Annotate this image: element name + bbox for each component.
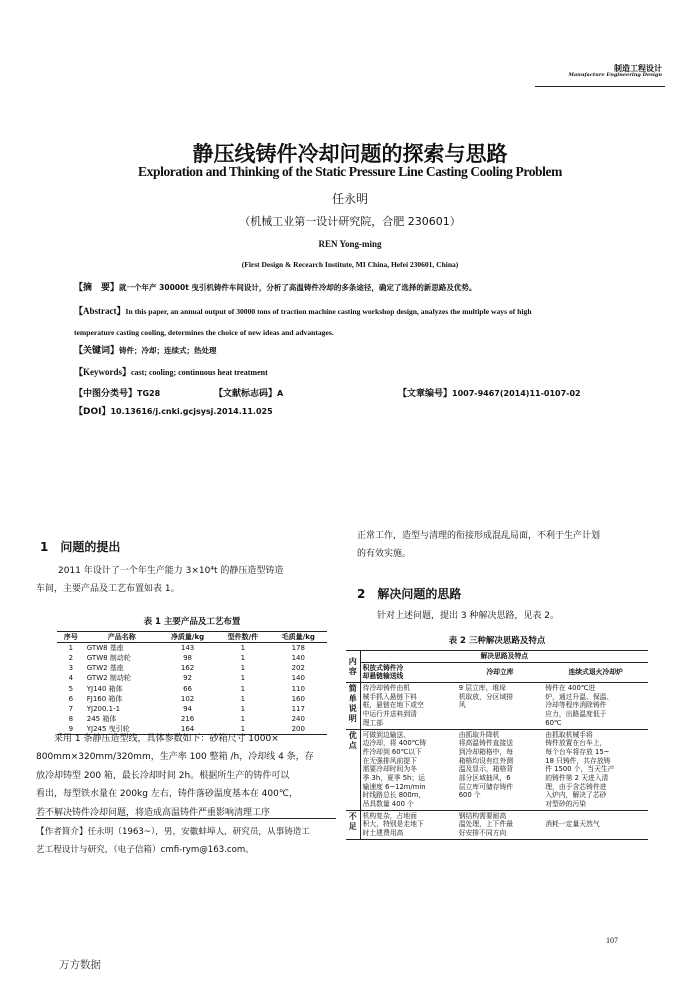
rp1-line-1: 正常工作，造型与清理的衔接形成混乱局面，不利于生产计划: [357, 531, 601, 541]
table-cell: 162: [180, 664, 195, 673]
article-number-line: [398, 389, 581, 401]
journal-name-en: Manufacture Engineering Design: [568, 72, 662, 79]
table-row: [57, 714, 327, 724]
table-row: [57, 673, 327, 683]
table-cell: GTW2 基座: [86, 664, 124, 673]
table-cell: 由抓取机械手将 铸件放置在台车上， 每个台车将存放 15~ 18 只铸件，共存放铸 件 1500 个，当天生产 的铸件第 2 天进入清 理，由于含芯铸件进 入炉内，解决了芯砂 对型砂的污染: [545, 730, 615, 808]
table-cell: YJ245 曳引轮: [86, 725, 130, 734]
table-1-body: [57, 643, 327, 735]
table-cell: 98: [183, 654, 193, 663]
keywords-cn-label: 【关键词】: [74, 346, 120, 356]
table-cell: 2: [68, 654, 74, 663]
table-2-body: [346, 683, 648, 840]
table-cell: 9: [68, 725, 74, 734]
affiliation-chinese: （机械工业第一设计研究院，合肥 230601）: [239, 215, 461, 228]
table-1-col-header: 毛质量/kg: [270, 632, 327, 643]
table-cell: 216: [180, 715, 195, 724]
table-cell: 4: [68, 674, 74, 683]
clc-label: 【中图分类号】: [74, 389, 138, 399]
title-english: Exploration and Thinking of the Static Pressure Line Casting Cooling Problem: [138, 164, 562, 179]
table-cell: YJ200.1-1: [86, 705, 121, 714]
table-cell: GTW2 制动轮: [86, 674, 131, 683]
table-cell: 1: [240, 705, 246, 714]
table-cell: YJ140 箱体: [86, 684, 123, 693]
table-cell: 6: [68, 694, 74, 703]
table-cell: 1: [240, 694, 246, 703]
s1p1-line-2: 车间，主要产品及工艺布置如表 1。: [36, 584, 180, 595]
table-cell: 143: [180, 644, 195, 652]
table-cell: FJ160 箱体: [86, 694, 123, 703]
table-row: [57, 653, 327, 663]
table-2: [346, 650, 648, 840]
table-2-row-label: 优 点: [346, 729, 360, 810]
table-cell: 202: [291, 664, 305, 673]
table-cell: 160: [291, 694, 305, 703]
table-cell: 1: [240, 674, 246, 683]
table-cell: 机构复杂，占地面 积大，特别是走地下 时土建费用高: [362, 811, 424, 838]
table-2-col-header: 积放式铸件冷 却悬链输送线: [362, 663, 404, 681]
section-1-paragraph-2: [36, 730, 336, 822]
table-1-col-header: 产品名称: [85, 632, 159, 643]
table-cell: 铸件在 400℃进 炉，通过升温、保温、 冷却等程序消除铸件 应力，出路温度低于 60℃: [545, 684, 614, 727]
table-1-col-header: 型件数/件: [216, 632, 269, 643]
table-1: [57, 631, 327, 735]
table-cell: 7: [68, 705, 74, 714]
table-1-caption: 表 1 主要产品及工艺布置: [143, 617, 241, 627]
keywords-cn-text: 铸件；冷却；连续式；热处理: [119, 346, 217, 355]
s1p2-line-4: 看出，每型铁水量在 200kg 左右，铸件落砂温度基本在 400℃，: [36, 789, 298, 800]
abstract-en-text-2: temperature casting cooling, determines the choice of new ideas and advantages.: [74, 327, 334, 337]
table-cell: 92: [183, 674, 193, 683]
keywords-english: [74, 367, 268, 379]
table-row: [57, 684, 327, 694]
section-1-paragraph-1: [36, 562, 336, 599]
header-rule: [535, 86, 665, 87]
table-2-col-header: 连续式退火冷却炉: [568, 668, 623, 677]
footnote-rule: [36, 818, 336, 819]
table-cell: 94: [183, 705, 193, 714]
table-cell: 9 层立库，堆垛 机取放，分区域排 风: [458, 684, 514, 710]
table-cell: 200: [291, 725, 305, 734]
article-value: 1007-9467(2014)11-0107-02: [452, 389, 581, 398]
section-2-paragraph-1: 针对上述问题，提出 3 种解决思路，见表 2。: [377, 611, 560, 621]
table-2-corner: 内 容: [346, 651, 360, 683]
affiliation-english: (First Design & Recearch Institute, MI China, Hefei 230601, China): [241, 260, 459, 269]
table-cell: 1: [240, 715, 246, 724]
s1p2-line-5: 若不解决铸件冷却问题，将造成高温铸件严重影响清理工序: [36, 807, 271, 818]
abstract-cn-label: 【摘 要】: [74, 283, 120, 293]
table-cell: 1: [240, 664, 246, 673]
rp1-line-2: 的有效实施。: [357, 549, 412, 560]
table-cell: GTW8 基座: [86, 644, 124, 652]
table-cell: 117: [291, 705, 305, 714]
table-cell: 钢结构需要耐高 温处理，上下件最 好安排不同方向: [458, 811, 514, 838]
table-1-header-row: [57, 632, 327, 643]
table-row: [346, 683, 648, 729]
title-chinese: 静压线铸件冷却问题的探索与思路: [192, 142, 508, 166]
table-cell: 5: [68, 684, 74, 693]
table-row: [57, 694, 327, 704]
s1p2-line-3: 放冷却铸型 200 箱，最长冷却时间 2h。根据所生产的铸件可以: [36, 770, 290, 781]
table-cell: 可做到边输送、 边冷却，将 400℃铸 件冷却到 60℃以下 在无强排风前提下 需要冷却时间为冬 季 3h，夏季 5h；运 输速度 6~12m/min 时线路总长 800m， 吊具数量 400 个: [362, 730, 427, 808]
author-bio: [36, 823, 336, 859]
table-2-row-label: 简 单 说 明: [346, 683, 360, 729]
table-cell: 140: [291, 674, 305, 683]
abstract-chinese: [74, 283, 664, 295]
abstract-english: [74, 300, 664, 342]
keywords-en-label: 【Keywords】: [74, 367, 131, 377]
table-cell: 1: [68, 644, 74, 652]
table-cell: 164: [180, 725, 195, 734]
table-cell: 消耗一定量天然气: [545, 820, 600, 829]
article-label: 【文章编号】: [398, 389, 453, 399]
table-row: [346, 810, 648, 839]
table-2-row-label: 不 足: [346, 810, 360, 839]
bio-line-1: 【作者简介】任永明（1963~），男，安徽蚌埠人，研究员，从事铸造工: [36, 827, 310, 837]
doi-label: 【DOI】: [74, 407, 111, 417]
clc-line: [74, 389, 160, 401]
s1p2-line-2: 800mm×320mm/320mm，生产率 100 整箱 /h，冷却线 4 条，存: [36, 752, 314, 763]
author-english: REN Yong-ming: [318, 239, 382, 249]
keywords-en-text: cast; cooling; continuous heat treatment: [131, 368, 268, 377]
page-number: 107: [606, 936, 618, 945]
table-cell: 102: [180, 694, 195, 703]
table-cell: 待冷却铸件由机 械手抓入悬链下料 框，悬链在地下或空 中运行并送料到清 理工部: [362, 684, 424, 727]
table-2-col-header: 冷却立库: [486, 668, 514, 677]
running-header: [568, 64, 662, 79]
table-cell: 1: [240, 644, 246, 652]
doi-value: 10.13616/j.cnki.gcjsysj.2014.11.025: [110, 407, 273, 416]
table-row: [57, 663, 327, 673]
watermark: 万方数据: [59, 959, 101, 971]
doc-code-line: [214, 389, 283, 401]
table-cell: 8: [68, 715, 74, 724]
table-cell: 1: [240, 725, 246, 734]
s1p2-line-1: 采用 1 条静压造型线，具体参数如下：砂箱尺寸 1000×: [36, 734, 279, 744]
abstract-en-text-1: In this paper, an annual output of 30000 tons of traction machine casting workshop design, analyzes the multiple ways of high: [125, 307, 532, 316]
section-2-heading: 2 解决问题的思路: [357, 587, 462, 601]
table-1-col-header: 序号: [57, 632, 85, 643]
table-row: [346, 729, 648, 810]
s1p1-line-1: 2011 年设计了一个年生产能力 3×10⁴t 的静压造型铸造: [58, 566, 284, 576]
right-paragraph-1: [357, 527, 657, 564]
table-cell: 66: [183, 684, 193, 693]
table-2-caption: 表 2 三种解决思路及特点: [448, 636, 546, 646]
author-chinese: 任永明: [331, 192, 368, 206]
table-cell: 由抓取升降机 将高温铸件直接送 到冷却箱格中，每 箱格均设有红外测 温及显示，箱格背 部分区域抽风，6 层立库可储存铸件 600 个: [458, 730, 514, 800]
table-cell: 3: [68, 664, 74, 673]
table-cell: 245 箱体: [86, 715, 117, 724]
table-cell: 110: [291, 684, 305, 693]
doc-label: 【文献标志码】: [214, 389, 278, 399]
abstract-en-label: 【Abstract】: [74, 306, 126, 316]
journal-name-cn: 制造工程设计: [614, 64, 662, 73]
table-cell: 1: [240, 654, 246, 663]
table-1-col-header: 净质量/kg: [159, 632, 216, 643]
abstract-cn-text: 就一个年产 30000t 曳引机铸件车间设计，分析了高温铸件冷却的多条途径，确定了选择的新思路及优势。: [119, 283, 477, 292]
doi-line: [74, 407, 273, 419]
clc-value: TG28: [137, 389, 161, 398]
keywords-chinese: [74, 346, 217, 358]
doc-value: A: [277, 389, 284, 398]
table-cell: 1: [240, 684, 246, 693]
table-cell: 240: [291, 715, 305, 724]
table-cell: 140: [291, 654, 305, 663]
table-row: [57, 704, 327, 714]
bio-line-2: 艺工程设计与研究，（电子信箱）cmfi-rym@163.com。: [36, 845, 254, 856]
table-row: [57, 643, 327, 654]
section-1-heading: 1 问题的提出: [40, 540, 121, 554]
table-cell: 178: [291, 644, 305, 652]
table-cell: GTW8 制动轮: [86, 654, 131, 663]
table-2-group-header: 解决思路及特点: [360, 651, 648, 663]
